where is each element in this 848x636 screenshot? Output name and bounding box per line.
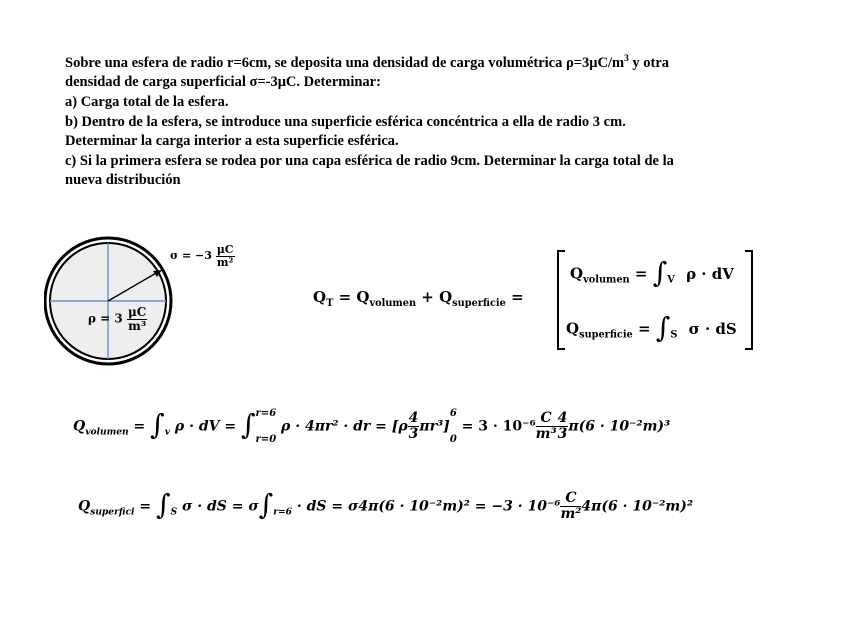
vol-frac-1	[408, 411, 420, 441]
sigma-unit-num: μC	[216, 243, 234, 256]
row2-integral-sub: S	[670, 329, 678, 341]
vol-part-4b: πr³]	[419, 418, 450, 435]
row1-q-symbol: Q	[570, 264, 584, 283]
vol-frac-3-den: 3	[557, 426, 568, 442]
row2-q-symbol: Q	[566, 319, 580, 338]
sup-integral-1-sub: S	[170, 506, 178, 518]
vol-part-4a: [ρ	[391, 418, 408, 435]
rho-unit-den: m³	[128, 318, 147, 333]
problem-line-1-exponent: 3	[624, 54, 629, 64]
vol-frac-2-num: C	[536, 411, 557, 427]
sigma-label	[170, 244, 235, 268]
vol-frac-1-den: 3	[408, 426, 419, 442]
rho-label-prefix: ρ = 3	[88, 311, 123, 326]
vol-frac-3	[557, 411, 569, 441]
vol-integral-1: ∫	[150, 408, 165, 441]
bracket-row-superficie	[566, 313, 737, 346]
row2-equals: =	[637, 319, 651, 338]
sigma-label-prefix: σ = −3	[170, 249, 212, 263]
volume-charge-equation	[73, 407, 670, 446]
vol-frac-1-num: 4	[408, 410, 419, 427]
sup-lhs-sub: superfici	[90, 506, 135, 518]
vol-part-6: π(6 · 10⁻²m)³	[568, 418, 671, 435]
qsup-symbol: Q	[439, 288, 453, 306]
row2-integrand: σ · dS	[688, 319, 737, 338]
sup-integral-2: ∫	[258, 488, 274, 521]
vol-lhs: Q	[73, 418, 86, 435]
plus-sign: +	[421, 288, 434, 306]
qt-equals: =	[338, 288, 352, 306]
sup-integral-2-sub: r=6	[273, 506, 293, 518]
qt-equals-2: =	[511, 288, 524, 306]
sup-equals: =	[139, 498, 156, 515]
vol-bounds	[450, 407, 457, 446]
qt-subscript: T	[326, 298, 334, 309]
vol-frac-2-den: m³	[535, 426, 557, 442]
problem-part-c: c) Si la primera esfera se rodea por una capa esférica de radio 9cm. Determinar la carga total de la	[65, 152, 674, 169]
problem-part-c-cont: nueva distribución	[65, 172, 181, 189]
row2-integral-sign: ∫	[655, 311, 671, 344]
left-bracket	[557, 250, 565, 350]
qvol-subscript: volumen	[369, 298, 417, 309]
vol-integral-2: ∫	[240, 408, 256, 441]
problem-line-1	[65, 50, 785, 73]
rho-unit-num: μC	[127, 305, 147, 319]
sup-part-2: σ · dS = σ	[177, 498, 259, 515]
row2-subscript: superficie	[579, 329, 633, 341]
vol-part-3: ρ · 4πr² · dr =	[276, 418, 392, 435]
sup-integral-1: ∫	[155, 488, 171, 521]
qvol-symbol: Q	[356, 288, 370, 306]
problem-part-b-cont: Determinar la carga interior a esta superficie esférica.	[65, 133, 399, 150]
sup-frac	[560, 491, 581, 521]
vol-frac-3-num: 4	[557, 410, 568, 427]
row1-subscript: volumen	[583, 274, 630, 286]
qsup-subscript: superficie	[452, 298, 506, 309]
problem-line-1-tail: y otra	[628, 54, 670, 71]
right-bracket	[745, 250, 753, 350]
sup-frac-den: m²	[560, 506, 582, 522]
total-charge-equation	[313, 288, 524, 309]
sigma-unit-fraction	[216, 244, 235, 268]
row1-integral-sign: ∫	[652, 256, 668, 289]
qt-symbol: Q	[313, 288, 327, 306]
vol-lhs-sub: volumen	[85, 426, 129, 438]
vol-int2-upper: r=6	[255, 408, 277, 419]
bracket-row-volumen	[570, 258, 734, 291]
rho-label	[88, 306, 147, 332]
problem-line-2: densidad de carga superficial σ=-3μC. Determinar:	[65, 74, 381, 91]
vol-frac-2	[536, 411, 557, 441]
surface-charge-equation	[78, 490, 693, 523]
problem-line-1-text: Sobre una esfera de radio r=6cm, se deposita una densidad de carga volumétrica ρ=3μC/m	[65, 54, 625, 71]
sup-lhs: Q	[78, 498, 91, 515]
vol-integral-1-sub: v	[164, 426, 171, 438]
vol-bound-upper: 6	[449, 408, 457, 419]
vol-integral-2-limits	[256, 407, 277, 446]
problem-statement	[65, 50, 785, 191]
sigma-unit-den: m²	[216, 255, 234, 269]
vol-part-5: = 3 · 10⁻⁶	[456, 418, 536, 435]
row1-integrand: ρ · dV	[686, 264, 734, 283]
row1-equals: =	[634, 264, 648, 283]
rho-unit-fraction	[127, 306, 147, 332]
vol-equals: =	[133, 418, 151, 435]
vol-bound-lower: 0	[449, 434, 457, 445]
sup-part-3: · dS = σ4π(6 · 10⁻²m)² = −3 · 10⁻⁶	[292, 498, 561, 515]
problem-part-a: a) Carga total de la esfera.	[65, 94, 229, 111]
problem-part-b: b) Dentro de la esfera, se introduce una superficie esférica concéntrica a ella de radio 3 cm.	[65, 113, 626, 130]
sup-frac-num: C	[560, 491, 581, 507]
vol-int2-lower: r=0	[255, 434, 277, 445]
row1-integral-sub: V	[667, 274, 675, 286]
sup-part-4: 4π(6 · 10⁻²m)²	[581, 498, 693, 515]
vol-part-2: ρ · dV =	[170, 418, 241, 435]
